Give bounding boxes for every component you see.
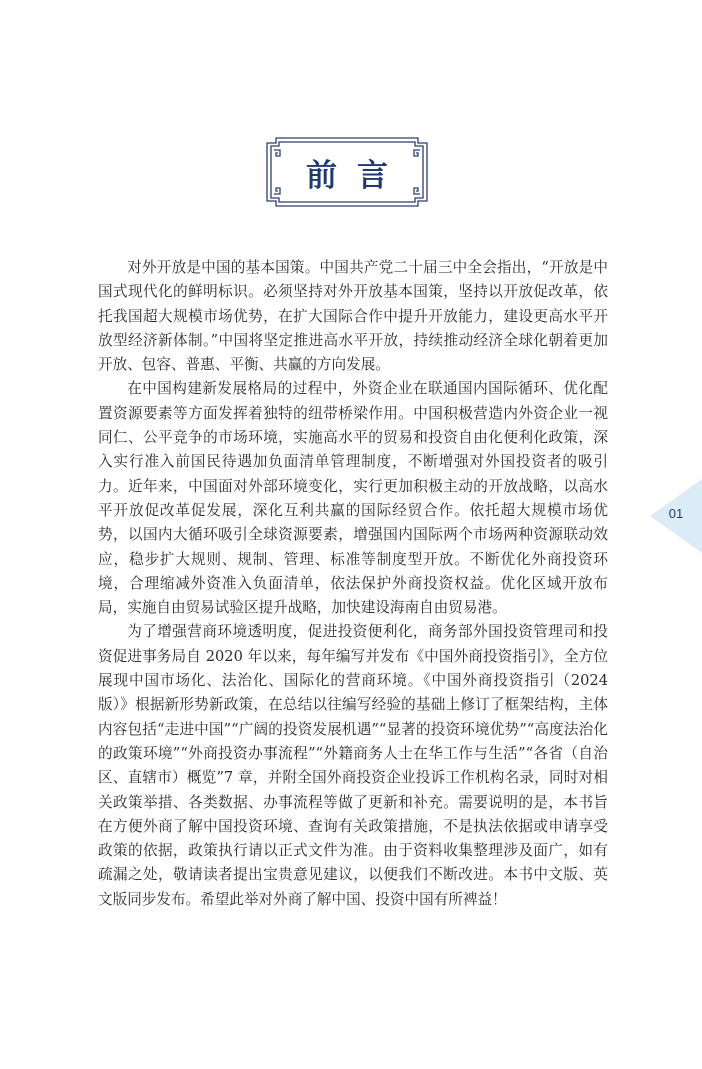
preface-body: [98, 256, 608, 912]
page-title: 前言: [306, 157, 408, 194]
page-number: 01: [668, 506, 684, 521]
paragraph: 在中国构建新发展格局的过程中，外资企业在联通国内国际循环、优化配置资源要素等方面发挥着独特的纽带桥梁作用。中国积极营造内外资企业一视同仁、公平竞争的市场环境，实施高水平的贸易和投资自由化便利化政策，深入实行准入前国民待遇加负面清单管理制度，不断增强对外国投资者的吸引力。近年来，中国面对外部环境变化，实行更加积极主动的开放战略，以高水平开放促改革促发展，深化互利共赢的国际经贸合作。依托超大规模市场优势，以国内大循环吸引全球资源要素，增强国内国际两个市场两种资源联动效应，稳步扩大规则、规制、管理、标准等制度型开放。不断优化外商投资环境，合理缩减外资准入负面清单，依法保护外商投资权益。优化区域开放布局，实施自由贸易试验区提升战略，加快建设海南自由贸易港。: [98, 380, 608, 617]
paragraph: 对外开放是中国的基本国策。中国共产党二十届三中全会指出，“开放是中国式现代化的鲜明标识。必须坚持对外开放基本国策，坚持以开放促改革，依托我国超大规模市场优势，在扩大国际合作中提升开放能力，建设更高水平开放型经济新体制。”中国将坚定推进高水平开放，持续推动经济全球化朝着更加开放、包容、普惠、平衡、共赢的方向发展。: [98, 259, 608, 374]
paragraph: 为了增强营商环境透明度，促进投资便利化，商务部外国投资管理司和投资促进事务局自 2020 年以来，每年编写并发布《中国外商投资指引》，全方位展现中国市场化、法治化、国际化的营商环境。《中国外商投资指引（2024 版）》根据新形势新政策，在总结以往编写经验的基础上修订了框架结构，主体内容包括“走进中国”“广阔的投资发展机遇”“显著的投资环境优势”“高度法治化的政策环境”“外商投资办事流程”“外籍商务人士在华工作与生活”“各省（自治区、直辖市）概览”7 章，并附全国外商投资企业投诉工作机构名录，同时对相关政策举措、各类数据、办事流程等做了更新和补充。需要说明的是，本书旨在方便外商了解中国投资环境、查询有关政策措施，不是执法依据或申请享受政策的依据，政策执行请以正式文件为准。由于资料收集整理涉及面广，如有疏漏之处，敬请读者提出宝贵意见建议，以便我们不断改进。本书中文版、英文版同步发布。希望此举对外商了解中国、投资中国有所裨益！: [98, 623, 608, 908]
title-frame: [266, 137, 428, 207]
